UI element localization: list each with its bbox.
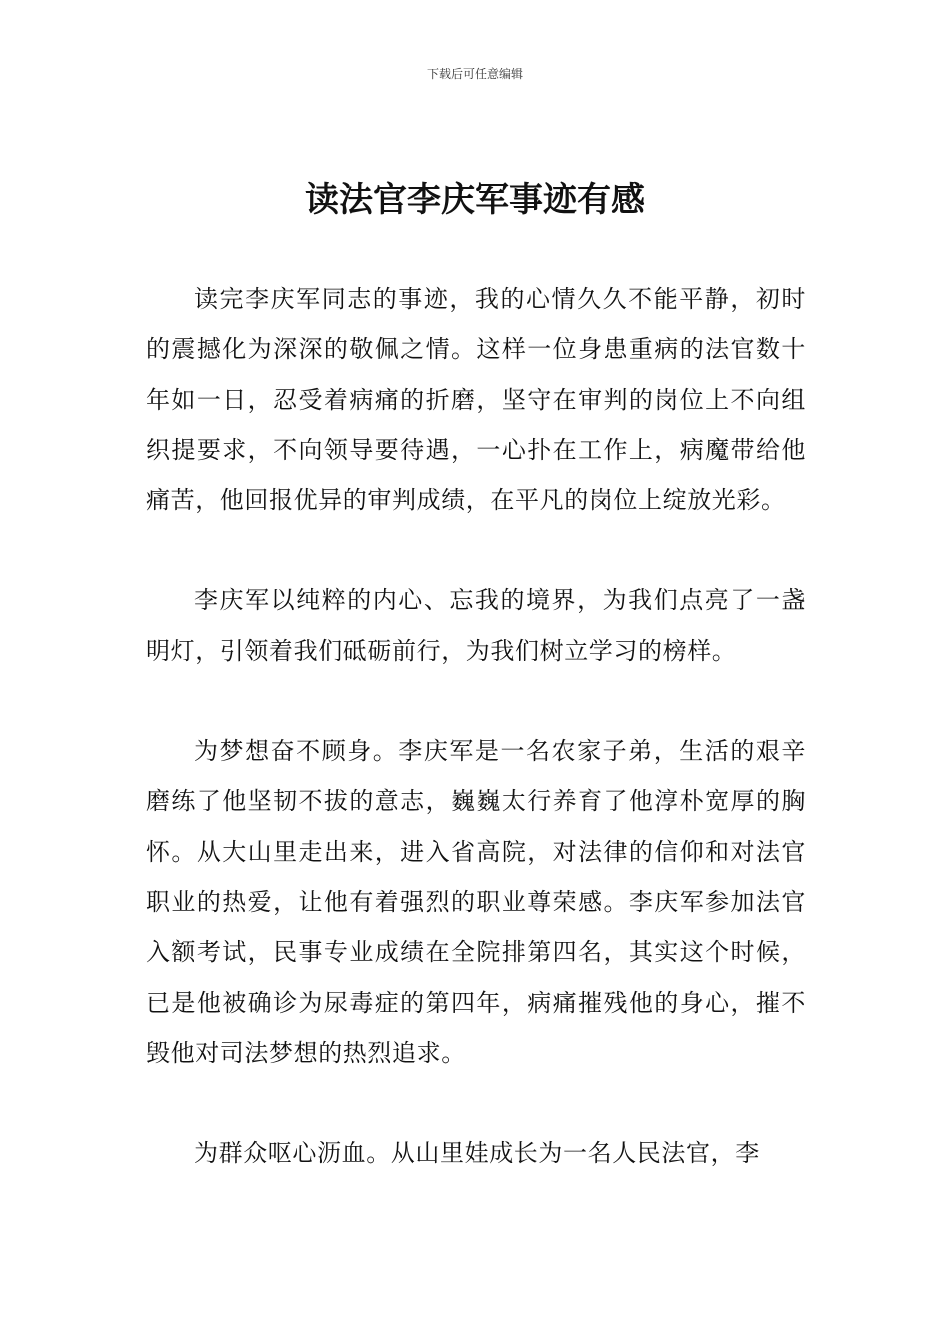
paragraph-1: 读完李庆军同志的事迹，我的心情久久不能平静，初时的震撼化为深深的敬佩之情。这样一位身患重病的法官数十年如一日，忍受着病痛的折磨，坚守在审判的岗位上不向组织提要求，不向领导要待遇，一心扑在工作上，病魔带给他痛苦，他回报优异的审判成绩，在平凡的岗位上绽放光彩。 [146, 285, 806, 515]
paragraph-2: 李庆军以纯粹的内心、忘我的境界，为我们点亮了一盏明灯，引领着我们砥砺前行，为我们树立学习的榜样。 [146, 586, 806, 665]
document-body [146, 274, 806, 1228]
document-title: 读法官李庆军事迹有感 [305, 180, 645, 220]
paragraph-3: 为梦想奋不顾身。李庆军是一名农家子弟，生活的艰辛磨练了他坚韧不拔的意志，巍巍太行养育了他淳朴宽厚的胸怀。从大山里走出来，进入省高院，对法律的信仰和对法官职业的热爱，让他有着强烈的职业尊荣感。李庆军参加法官入额考试，民事专业成绩在全院排第四名，其实这个时候，已是他被确诊为尿毒症的第四年，病痛摧残他的身心，摧不毁他对司法梦想的热烈追求。 [146, 737, 806, 1067]
paragraph-4: 为群众呕心沥血。从山里娃成长为一名人民法官，李 [194, 1139, 760, 1168]
header-note: 下载后可任意编辑 [426, 67, 523, 81]
